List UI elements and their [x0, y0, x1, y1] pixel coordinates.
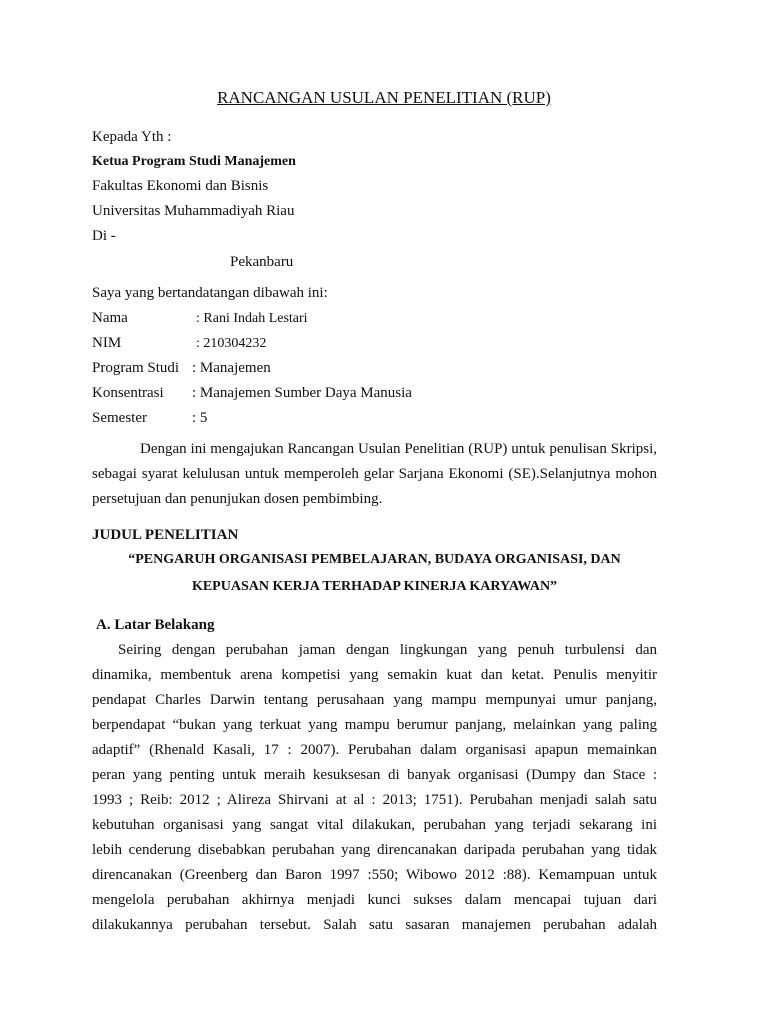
judul-line: “PENGARUH ORGANISASI PEMBELAJARAN, BUDAYA ORGANISASI, DAN: [128, 552, 621, 567]
body-line: Seiring dengan perubahan jaman dengan lingkungan yang penuh turbulensi dan: [118, 642, 657, 658]
judul-line: KEPUASAN KERJA TERHADAP KINERJA KARYAWAN”: [191, 579, 558, 594]
identity-row-program: [92, 359, 271, 377]
identity-row-name: [92, 309, 308, 328]
document-title: RANCANGAN USULAN PENELITIAN (RUP): [217, 88, 551, 107]
body-line: lebih cenderung disebabkan perubahan yang direncanakan daripada perubahan yang tidak: [92, 842, 657, 858]
body-line: direncanakan (Greenberg dan Baron 1997 :550; Wibowo 2012 :88). Kemampuan untuk: [92, 867, 657, 883]
request-line: persetujuan dan penunjukan dosen pembimbing.: [92, 491, 383, 507]
identity-label: NIM: [92, 335, 122, 351]
request-line: sebagai syarat kelulusan untuk memperoleh gelar Sarjana Ekonomi (SE).Selanjutnya mohon: [92, 466, 657, 482]
salutation: Kepada Yth :: [92, 129, 172, 145]
identity-value: : Manajemen Sumber Daya Manusia: [192, 385, 412, 401]
judul-heading: JUDUL PENELITIAN: [92, 527, 239, 543]
identity-value: : Rani Indah Lestari: [196, 311, 308, 326]
identity-row-konsentrasi: [92, 384, 412, 402]
identity-value: : 210304232: [196, 336, 267, 351]
body-line: pendapat Charles Darwin tentang perusahaan yang mampu mempunyai umur panjang,: [92, 692, 657, 708]
identity-label: Nama: [92, 310, 128, 326]
intro-text: Saya yang bertandatangan dibawah ini:: [92, 285, 328, 301]
section-heading-a: A. Latar Belakang: [96, 617, 215, 633]
recipient-city: Pekanbaru: [230, 254, 294, 270]
recipient-di: Di -: [92, 228, 116, 244]
recipient-university: Universitas Muhammadiyah Riau: [92, 203, 295, 219]
identity-label: Konsentrasi: [92, 385, 164, 401]
body-line: dinamika, membentuk arena kompetisi yang semakin kuat dan ketat. Penulis menyitir: [92, 667, 657, 683]
recipient-position: Ketua Program Studi Manajemen: [92, 154, 296, 169]
body-line: 1993 ; Reib: 2012 ; Alireza Shirvani at al : 2013; 1751). Perubahan menjadi salah satu: [92, 792, 657, 808]
identity-row-semester: [92, 409, 207, 427]
recipient-faculty: Fakultas Ekonomi dan Bisnis: [92, 178, 269, 194]
body-line: berpendapat “bukan yang terkuat yang mampu berumur panjang, melainkan yang paling: [92, 717, 657, 733]
identity-label: Semester: [92, 410, 147, 426]
identity-row-nim: [92, 334, 266, 353]
body-line: mengelola perubahan akhirnya menjadi kunci sukses dalam mencapai tujuan dari: [92, 892, 657, 908]
body-line: adaptif” (Rhenald Kasali, 17 : 2007). Perubahan dalam organisasi apapun memainkan: [92, 742, 657, 758]
body-line: dilakukannya perubahan tersebut. Salah satu sasaran manajemen perubahan adalah: [92, 917, 657, 933]
identity-value: : 5: [192, 410, 208, 426]
identity-label: Program Studi: [92, 360, 180, 376]
request-line: Dengan ini mengajukan Rancangan Usulan Penelitian (RUP) untuk penulisan Skripsi,: [140, 441, 657, 457]
body-line: kebutuhan organisasi yang sangat vital dilakukan, perubahan yang terjadi sekarang ini: [92, 817, 657, 833]
identity-value: : Manajemen: [192, 360, 271, 376]
body-line: peran yang penting untuk meraih kesuksesan di banyak organisasi (Dumpy dan Stace :: [92, 767, 657, 783]
